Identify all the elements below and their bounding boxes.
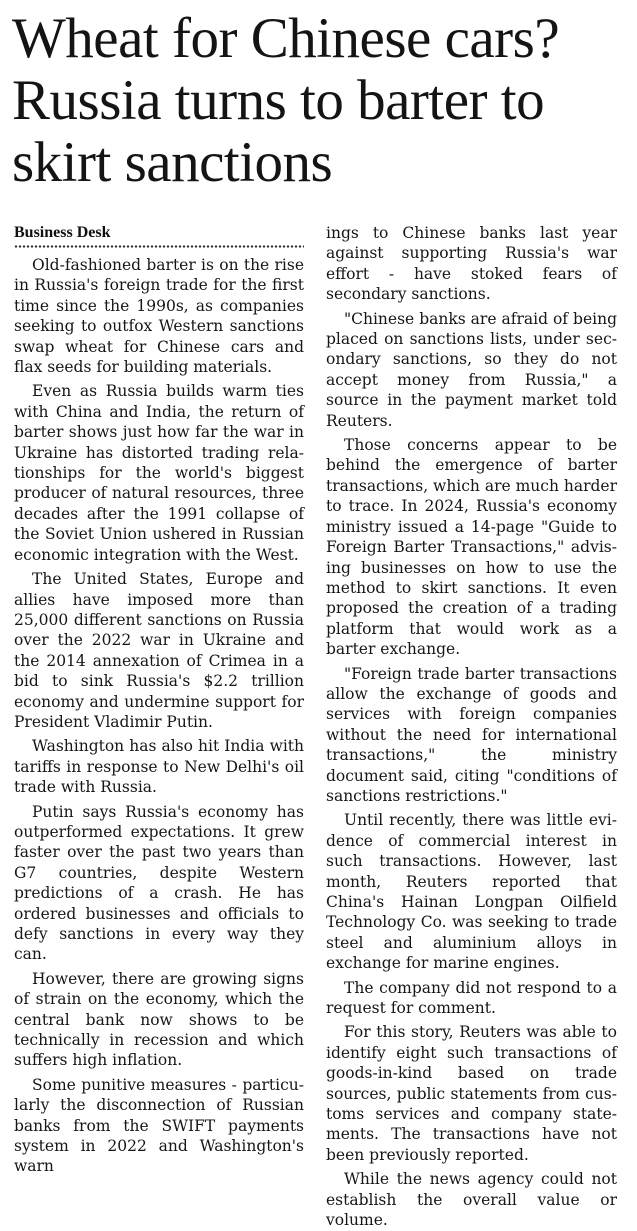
byline: Business Desk	[14, 224, 111, 241]
dotted-divider	[14, 245, 304, 248]
paragraph: Putin says Russia's economy has outperformed expectations. It grew faster over the past two years than G7 countries, despite Western predictions of a crash. He has ordered businesses and officials to defy sanctions in every way they can.	[14, 802, 304, 964]
paragraph: ings to Chinese banks last year against supporting Russia's war effort - have stoked fears of secondary sanctions.	[326, 224, 617, 304]
left-column	[14, 222, 304, 1177]
headline	[12, 8, 630, 194]
paragraph: Those concerns appear to be behind the emergence of barter transactions, which are much harder to trace. In 2024, Russia's economy ministry issued a 14-page "Guide to Foreign Barter Transactions," advising businesses on how to use the method to skirt sanctions. It even proposed the creation of a trading platform that would work as a barter exchange.	[326, 436, 618, 659]
paragraph: The United States, Europe and allies have imposed more than 25,000 different sanctions on Russia over the 2022 war in Ukraine and the 2014 annexation of Crimea in a bid to sink Russia's $2.2 trillion economy and undermine support for President Vladimir Putin.	[14, 570, 304, 731]
paragraph: While the news agency could not establish the overall value or volume.	[326, 1170, 617, 1230]
paragraph: For this story, Reuters was able to identify eight such transactions of goods-in-kind based on trade sources, public statements from customs services and company statements. The transactions have not been previously reported.	[326, 1023, 617, 1164]
right-column	[326, 223, 617, 1231]
paragraph: Washington has also hit India with tariffs in response to New Delhi's oil trade with Russia.	[14, 737, 304, 797]
paragraph: "Chinese banks are afraid of being placed on sanctions lists, under secondary sanctions, so they do not accept money from Russia," a source in the payment market told Reuters.	[326, 309, 617, 430]
paragraph: Even as Russia builds warm ties with China and India, the return of barter shows just how far the war in Ukraine has distorted trading relationships for the world's biggest producer of natural resources, three decades after the 1991 collapse of the Soviet Union ushered in Russian economic integration with the West.	[14, 382, 304, 564]
headline-line-3: skirt sanctions	[12, 131, 333, 194]
headline-line-2: Russia turns to barter to	[12, 69, 545, 132]
paragraph: "Foreign trade barter transactions allow the exchange of goods and services with foreign companies without the need for international transactions," the ministry document said, citing "conditions of sanctions restrictions."	[326, 664, 617, 805]
headline-line-1: Wheat for Chinese cars?	[12, 7, 560, 70]
paragraph: Old-fashioned barter is on the rise in Russia's foreign trade for the first time since the 1990s, as companies seeking to outfox Western sanctions swap wheat for Chinese cars and flax seeds for building materials.	[14, 256, 304, 377]
paragraph: The company did not respond to a request for comment.	[326, 978, 617, 1018]
paragraph: Some punitive measures - particularly the disconnection of Russian banks from the SWIFT payments system in 2022 and Washington's warn	[14, 1075, 304, 1176]
paragraph: However, there are growing signs of strain on the economy, which the central bank now shows to be technically in recession and which suffers high inflation.	[14, 969, 304, 1070]
paragraph: Until recently, there was little evidence of commercial interest in such transactions. However, last month, Reuters reported that China's Hainan Longpan Oilfield Technology Co. was seeking to trade steel and aluminium alloys in exchange for marine engines.	[326, 811, 617, 973]
